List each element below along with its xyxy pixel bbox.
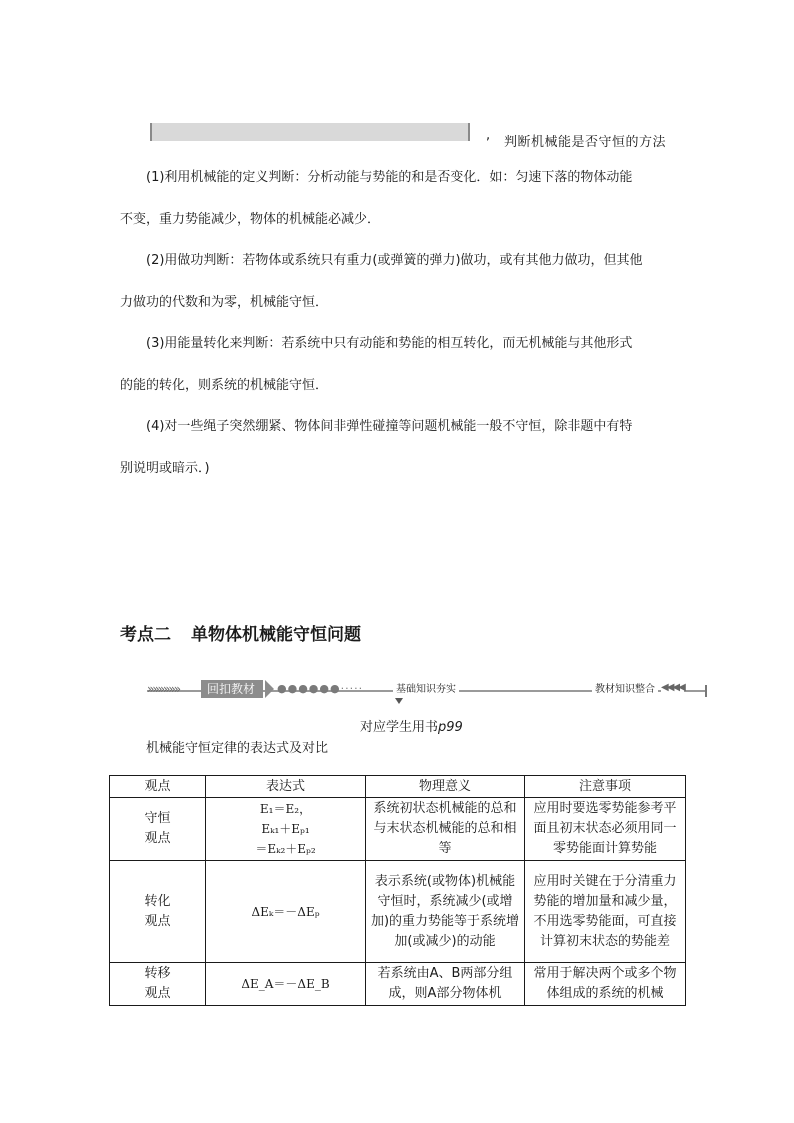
punctuation-comma: , [486,128,491,143]
viewpoint-line1: 转化 [144,893,171,909]
notes-cell: 应用时要选零势能参考平面且初末状态必须用同一零势能面计算势能 [525,798,686,861]
viewpoint-line2: 观点 [144,986,171,1001]
viewpoint-cell [110,798,206,861]
meaning-cell [366,963,525,1006]
viewpoint-cell [110,861,206,963]
paragraph-3 [120,323,675,407]
paragraph-2 [120,240,675,324]
table-header-row [110,776,686,798]
reference-page: p99 [438,720,463,735]
formula-cell [206,963,366,1006]
formula-line3: ＝Eₖ₂＋Eₚ₂ [255,842,316,856]
table-row [110,963,686,1006]
section-heading [120,620,361,645]
formula-cell [206,798,366,861]
header-viewpoint: 观点 [110,776,206,798]
paragraph-3-line1: (3)用能量转化来判断：若系统中只有动能和势能的相互转化，而无机械能与其他形式 [146,336,633,351]
double-chevron-right-icon: »»»»»» [147,682,180,696]
paragraph-2-line1: (2)用做功判断：若物体或系统只有重力(或弹簧的弹力)做功，或有其他力做功，但其他 [146,253,643,268]
section-number: 考点二 [120,625,171,645]
triangle-down-icon [395,698,403,704]
viewpoint-cell [110,963,206,1006]
paragraph-4-line1: (4)对一些绳子突然绷紧、物体间非弹性碰撞等问题机械能一般不守恒，除非题中有特 [146,419,633,434]
highlight-bar [150,123,470,141]
notes-text: 常用于解决两个或多个物体组成的系统的机械 [533,966,677,1001]
paragraph-1-line1: (1)利用机械能的定义判断：分析动能与势能的和是否变化．如：匀速下落的物体动能 [146,170,633,185]
meaning-cell: 系统初状态机械能的总和与末状态机械能的总和相等 [366,798,525,861]
paragraph-2-line2: 力做功的代数和为零，机械能守恒． [120,295,329,310]
banner-endcap [705,685,707,697]
header-notes: 注意事项 [525,776,686,798]
viewpoint-line2: 观点 [144,913,171,929]
formula-line1: ΔE_A＝－ΔE_B [241,977,330,991]
formula-cell [206,861,366,963]
formula-line1: E₁＝E₂， [259,802,312,816]
paragraph-3-line2: 的能的转化，则系统的机械能守恒． [120,378,329,393]
header-meaning: 物理意义 [366,776,525,798]
table-row [110,798,686,861]
viewpoint-line1: 转移 [144,966,171,981]
arrow-left-icon: ◀◀◀◀ [661,682,684,693]
formula-line2: Eₖ₁＋Eₚ₁ [261,822,310,836]
paragraph-4 [120,406,675,490]
method-heading: 判断机械能是否守恒的方法 [504,135,667,150]
notes-cell [525,963,686,1006]
section-title: 单物体机械能守恒问题 [191,625,361,645]
banner-right-label: 教材知识整合 [592,680,658,695]
table-caption: 机械能守恒定律的表达式及对比 [146,741,329,756]
meaning-cell: 表示系统(或物体)机械能守恒时，系统减少(或增加)的重力势能等于系统增加(或减少)的动能 [366,861,525,963]
dots-decoration-icon: ●●●●●●····· [277,682,364,695]
paragraph-1-line2: 不变，重力势能减少，物体的机械能必减少． [120,212,381,227]
paragraph-4-line2: 别说明或暗示．) [120,461,210,476]
badge-arrow-icon [265,680,274,698]
notes-cell: 应用时关键在于分清重力势能的增加量和减少量，不用选零势能面，可直接计算初末状态的势能差 [525,861,686,963]
comparison-table [109,775,686,1006]
paragraph-1 [120,157,675,241]
banner-badge: 回扣教材 [201,680,263,698]
banner-mid-label: 基础知识夯实 [393,680,459,695]
reference-text: 对应学生用书 [360,720,439,735]
textbook-banner [147,680,709,702]
viewpoint-line1: 守恒 [144,811,171,826]
viewpoint-line2: 观点 [144,831,171,846]
header-expression: 表达式 [206,776,366,798]
student-book-reference [360,716,463,735]
formula-line1: ΔEₖ＝－ΔEₚ [251,904,320,919]
meaning-text: 若系统由A、B两部分组成，则A部分物体机 [377,966,513,1001]
table-row [110,861,686,963]
